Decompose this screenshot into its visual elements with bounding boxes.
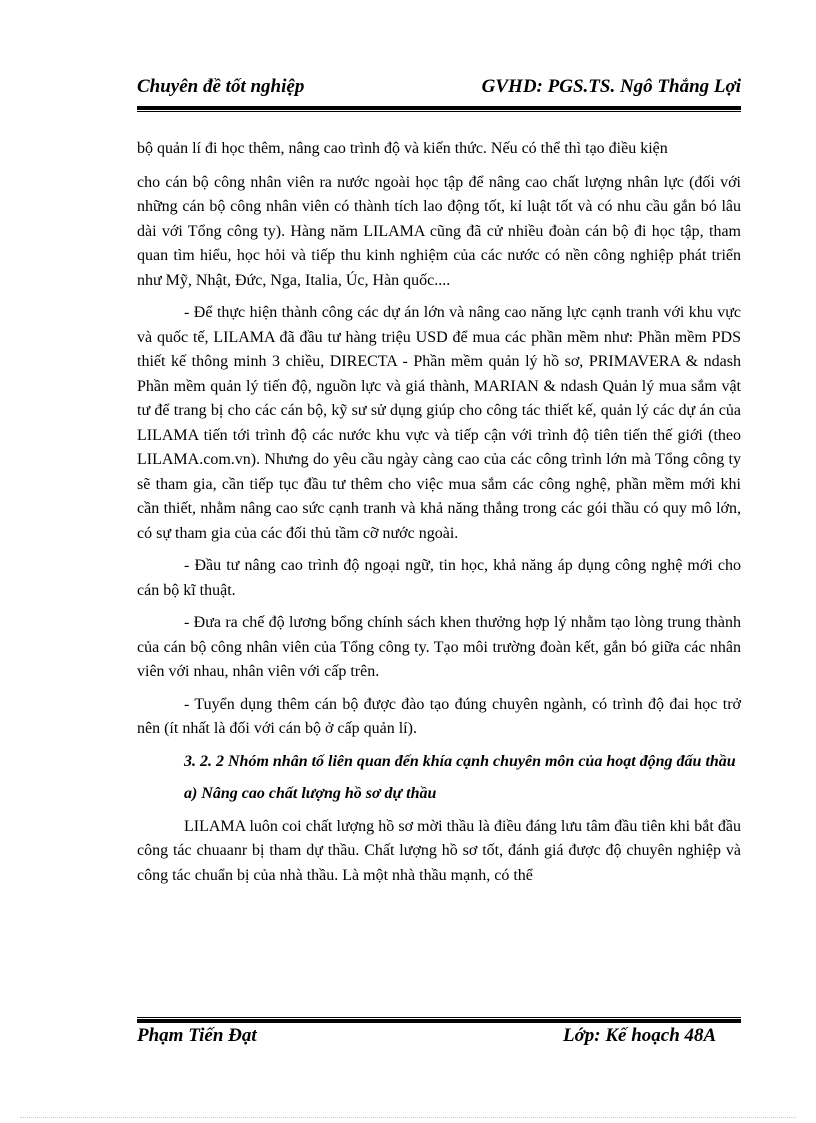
header-advisor: GVHD: PGS.TS. Ngô Thắng Lợi: [481, 76, 741, 97]
header-title: Chuyên đề tốt nghiệp: [137, 76, 305, 97]
subsection-heading: a) Nâng cao chất lượng hồ sơ dự thầu: [184, 785, 437, 802]
page-edge-divider: [20, 1117, 796, 1118]
page-body: [137, 137, 741, 888]
section-heading: 3. 2. 2 Nhóm nhân tố liên quan đến khía cạnh chuyên môn của hoạt động đấu thầu: [184, 752, 736, 770]
paragraph-2: cho cán bộ công nhân viên ra nước ngoài học tập để nâng cao chất lượng nhân lực (đối với những cán bộ công nhân viên có thành tích lao động tốt, kỉ luật tốt và có nhu cầu gắn bó lâu dài với Tổng công ty). Hàng năm LILAMA cũng đã cử nhiều đoàn cán bộ đi học tập, tham quan tìm hiểu, học hỏi và tiếp thu kinh nghiệm của các nước có nền công nghiệp phát triển như Mỹ, Nhật, Đức, Nga, Italia, Úc, Hàn quốc....: [137, 173, 741, 289]
paragraph-3: - Để thực hiện thành công các dự án lớn và nâng cao năng lực cạnh tranh với khu vực và quốc tế, LILAMA đã đầu tư hàng triệu USD để mua các phần mềm như: Phần mềm PDS thiết kế thông minh 3 chiều, DIRECTA - Phần mềm quản lý hồ sơ, PRIMAVERA & ndash Phần mềm quản lý tiến độ, nguồn lực và giá thành, MARIAN & ndash Quản lý mua sắm vật tư để trang bị cho các cán bộ, kỹ sư sử dụng giúp cho công tác thiết kế, quản lý các dự án của LILAMA tiến tới trình độ các nước khu vực và tiếp cận với trình độ tiên tiến thế giới (theo LILAMA.com.vn). Nhưng do yêu cầu ngày càng cao của các công trình lớn mà Tổng công ty sẽ tham gia, cần tiếp tục đầu tư thêm cho việc mua sắm các công nghệ, phần mềm mới khi cần thiết, nhằm nâng cao sức cạnh tranh và khả năng thắng trong các gói thầu có quy mô lớn, có sự tham gia của các đối thủ tầm cỡ nước ngoài.: [137, 304, 741, 542]
paragraph-1: bộ quản lí đi học thêm, nâng cao trình độ và kiến thức. Nếu có thể thì tạo điều kiện: [137, 140, 668, 157]
footer-class: Lớp: Kế hoạch 48A: [563, 1025, 717, 1046]
paragraph-5: - Đưa ra chế độ lương bổng chính sách khen thưởng hợp lý nhằm tạo lòng trung thành của cán bộ công nhân viên của Tổng công ty. Tạo môi trường đoàn kết, gắn bó giữa các nhân viên với nhau, nhân viên với cấp trên.: [137, 614, 741, 680]
footer-author: Phạm Tiến Đạt: [137, 1025, 257, 1046]
paragraph-7: LILAMA luôn coi chất lượng hồ sơ mời thầu là điều đáng lưu tâm đầu tiên khi bắt đầu công tác chuaanr bị tham dự thầu. Chất lượng hồ sơ tốt, đánh giá được độ chuyên nghiệp và công tác chuẩn bị của nhà thầu. Là một nhà thầu mạnh, có thể: [137, 817, 741, 884]
paragraph-4: - Đầu tư nâng cao trình độ ngoại ngữ, tin học, khả năng áp dụng công nghệ mới cho cán bộ kĩ thuật.: [137, 557, 741, 599]
paragraph-6: - Tuyển dụng thêm cán bộ được đào tạo đúng chuyên ngành, có trình độ đai học trở nên (ít nhất là đối với cán bộ ở cấp quản lí).: [137, 695, 741, 737]
header-rule: [137, 106, 741, 112]
